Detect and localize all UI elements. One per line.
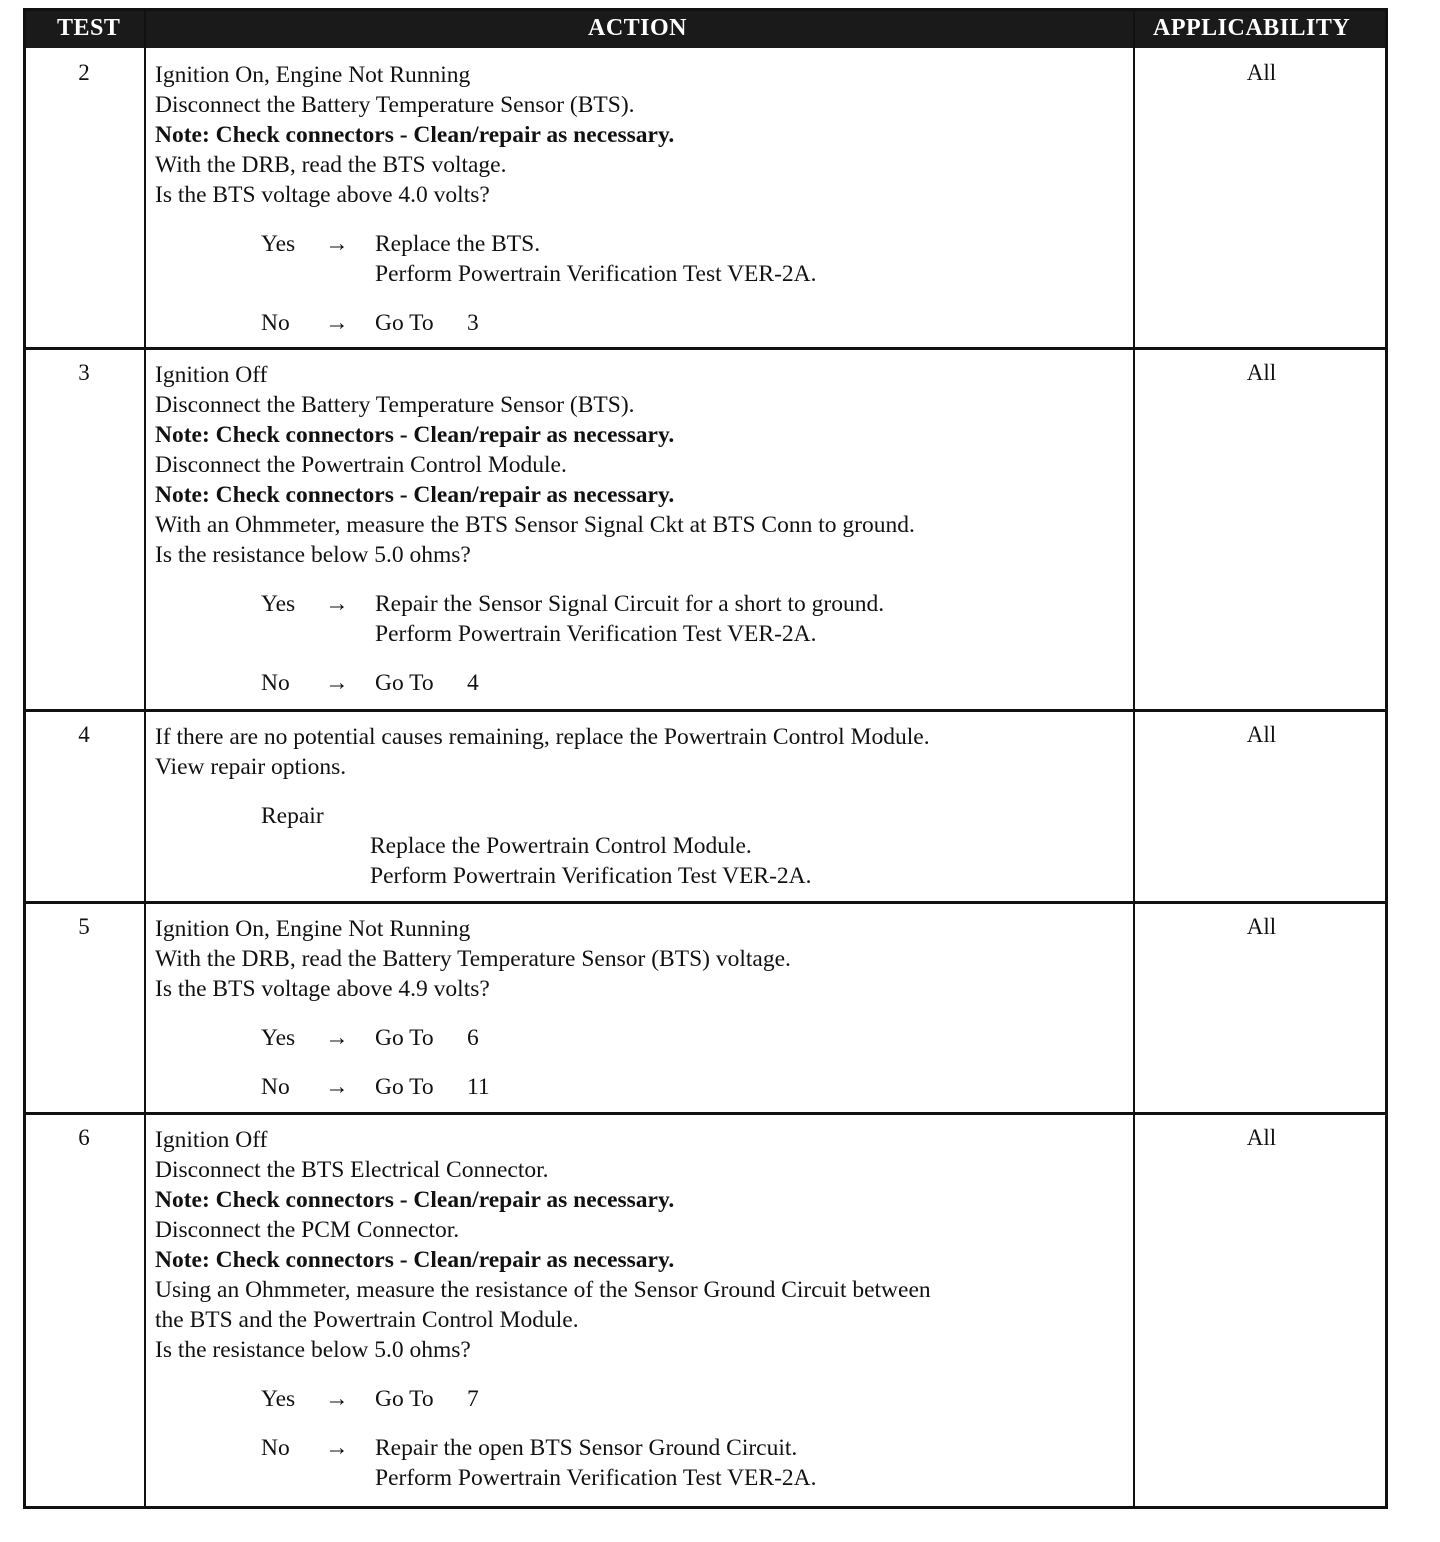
action-line: Using an Ohmmeter, measure the resistance of the Sensor Ground Circuit between xyxy=(155,1277,931,1303)
result-text: Perform Powertrain Verification Test VER-2A. xyxy=(375,621,817,647)
yes-response xyxy=(155,589,1135,619)
no-label: No xyxy=(261,1074,290,1100)
yes-response xyxy=(155,1023,1135,1053)
no-response xyxy=(155,308,1135,338)
note-line: Note: Check connectors - Clean/repair as necessary. xyxy=(155,482,675,508)
action-line: Disconnect the PCM Connector. xyxy=(155,1217,460,1243)
spacer xyxy=(155,570,1135,589)
no-label: No xyxy=(261,310,290,336)
goto-test-number: 4 xyxy=(467,670,479,696)
test-number: 2 xyxy=(78,60,90,85)
test-number: 4 xyxy=(78,722,90,747)
spacer xyxy=(155,1004,1135,1023)
result-text: Perform Powertrain Verification Test VER-2A. xyxy=(375,261,817,287)
note-line: Note: Check connectors - Clean/repair as necessary. xyxy=(155,122,675,148)
goto-test-number: 6 xyxy=(467,1025,479,1051)
note-line: Note: Check connectors - Clean/repair as necessary. xyxy=(155,1247,675,1273)
result-text: Repair the open BTS Sensor Ground Circuit. xyxy=(375,1435,798,1461)
arrow-icon: → xyxy=(325,1025,349,1051)
yes-response-cont xyxy=(155,619,1135,649)
action-line: Ignition On, Engine Not Running xyxy=(155,62,471,88)
yes-label: Yes xyxy=(261,591,296,617)
spacer xyxy=(155,210,1135,229)
no-response xyxy=(155,1433,1135,1463)
yes-label: Yes xyxy=(261,1025,296,1051)
applicability-cell: All xyxy=(1246,360,1277,385)
no-response xyxy=(155,1072,1135,1102)
no-label: No xyxy=(261,670,290,696)
no-label: No xyxy=(261,1435,290,1461)
yes-response-cont xyxy=(155,259,1135,289)
action-cell xyxy=(155,722,1135,891)
result-text: Repair the Sensor Signal Circuit for a short to ground. xyxy=(375,591,885,617)
goto-label: Go To xyxy=(375,1025,434,1051)
applicability-cell: All xyxy=(1246,1125,1277,1150)
no-response-cont xyxy=(155,1463,1135,1493)
applicability-cell: All xyxy=(1246,914,1277,939)
spacer xyxy=(155,1053,1135,1072)
spacer xyxy=(155,649,1135,668)
action-line: With the DRB, read the BTS voltage. xyxy=(155,152,507,178)
arrow-icon: → xyxy=(325,670,349,696)
test-number: 5 xyxy=(78,914,90,939)
row-divider xyxy=(23,709,1388,712)
goto-test-number: 11 xyxy=(467,1074,490,1100)
yes-label: Yes xyxy=(261,1386,296,1412)
action-line: View repair options. xyxy=(155,754,347,780)
arrow-icon: → xyxy=(325,1386,349,1412)
header-test: TEST xyxy=(57,15,121,41)
row-divider xyxy=(23,901,1388,904)
yes-label: Yes xyxy=(261,231,296,257)
repair-text: Replace the Powertrain Control Module. xyxy=(370,833,752,859)
yes-response xyxy=(155,1384,1135,1414)
spacer xyxy=(155,289,1135,308)
action-cell xyxy=(155,60,1135,338)
action-line: With an Ohmmeter, measure the BTS Sensor Signal Ckt at BTS Conn to ground. xyxy=(155,512,915,538)
goto-label: Go To xyxy=(375,1386,434,1412)
header-applicability: APPLICABILITY xyxy=(1153,15,1351,41)
repair-label: Repair xyxy=(261,803,324,829)
action-line: Is the resistance below 5.0 ohms? xyxy=(155,1337,471,1363)
action-line: Is the BTS voltage above 4.9 volts? xyxy=(155,976,490,1002)
repair-text: Perform Powertrain Verification Test VER-2A. xyxy=(370,863,812,889)
arrow-icon: → xyxy=(325,1435,349,1461)
note-line: Note: Check connectors - Clean/repair as necessary. xyxy=(155,422,675,448)
action-line: Ignition On, Engine Not Running xyxy=(155,916,471,942)
action-line: Disconnect the Battery Temperature Sensor (BTS). xyxy=(155,392,635,418)
note-line: Note: Check connectors - Clean/repair as necessary. xyxy=(155,1187,675,1213)
action-cell xyxy=(155,360,1135,698)
spacer xyxy=(155,1414,1135,1433)
action-line: Ignition Off xyxy=(155,362,268,388)
action-line: the BTS and the Powertrain Control Module. xyxy=(155,1307,579,1333)
arrow-icon: → xyxy=(325,591,349,617)
spacer xyxy=(155,782,1135,801)
applicability-cell: All xyxy=(1246,722,1277,747)
action-line: Disconnect the Powertrain Control Module. xyxy=(155,452,567,478)
arrow-icon: → xyxy=(325,310,349,336)
action-line: Is the resistance below 5.0 ohms? xyxy=(155,542,471,568)
yes-response xyxy=(155,229,1135,259)
goto-test-number: 3 xyxy=(467,310,479,336)
action-line: If there are no potential causes remaining, replace the Powertrain Control Module. xyxy=(155,724,930,750)
action-cell xyxy=(155,1125,1135,1493)
test-number: 6 xyxy=(78,1125,90,1150)
action-line: Disconnect the Battery Temperature Sensor (BTS). xyxy=(155,92,635,118)
no-response xyxy=(155,668,1135,698)
action-line: Disconnect the BTS Electrical Connector. xyxy=(155,1157,549,1183)
goto-label: Go To xyxy=(375,670,434,696)
action-line: With the DRB, read the Battery Temperature Sensor (BTS) voltage. xyxy=(155,946,791,972)
row-divider xyxy=(23,1112,1388,1115)
applicability-cell: All xyxy=(1246,60,1277,85)
arrow-icon: → xyxy=(325,1074,349,1100)
test-number: 3 xyxy=(78,360,90,385)
result-text: Perform Powertrain Verification Test VER-2A. xyxy=(375,1465,817,1491)
goto-label: Go To xyxy=(375,1074,434,1100)
header-action: ACTION xyxy=(588,15,688,41)
result-text: Replace the BTS. xyxy=(375,231,541,257)
action-line: Is the BTS voltage above 4.0 volts? xyxy=(155,182,490,208)
goto-label: Go To xyxy=(375,310,434,336)
goto-test-number: 7 xyxy=(467,1386,479,1412)
spacer xyxy=(155,1365,1135,1384)
action-cell xyxy=(155,914,1135,1102)
row-divider xyxy=(23,347,1388,350)
column-divider xyxy=(144,8,146,1508)
action-line: Ignition Off xyxy=(155,1127,268,1153)
arrow-icon: → xyxy=(325,231,349,257)
